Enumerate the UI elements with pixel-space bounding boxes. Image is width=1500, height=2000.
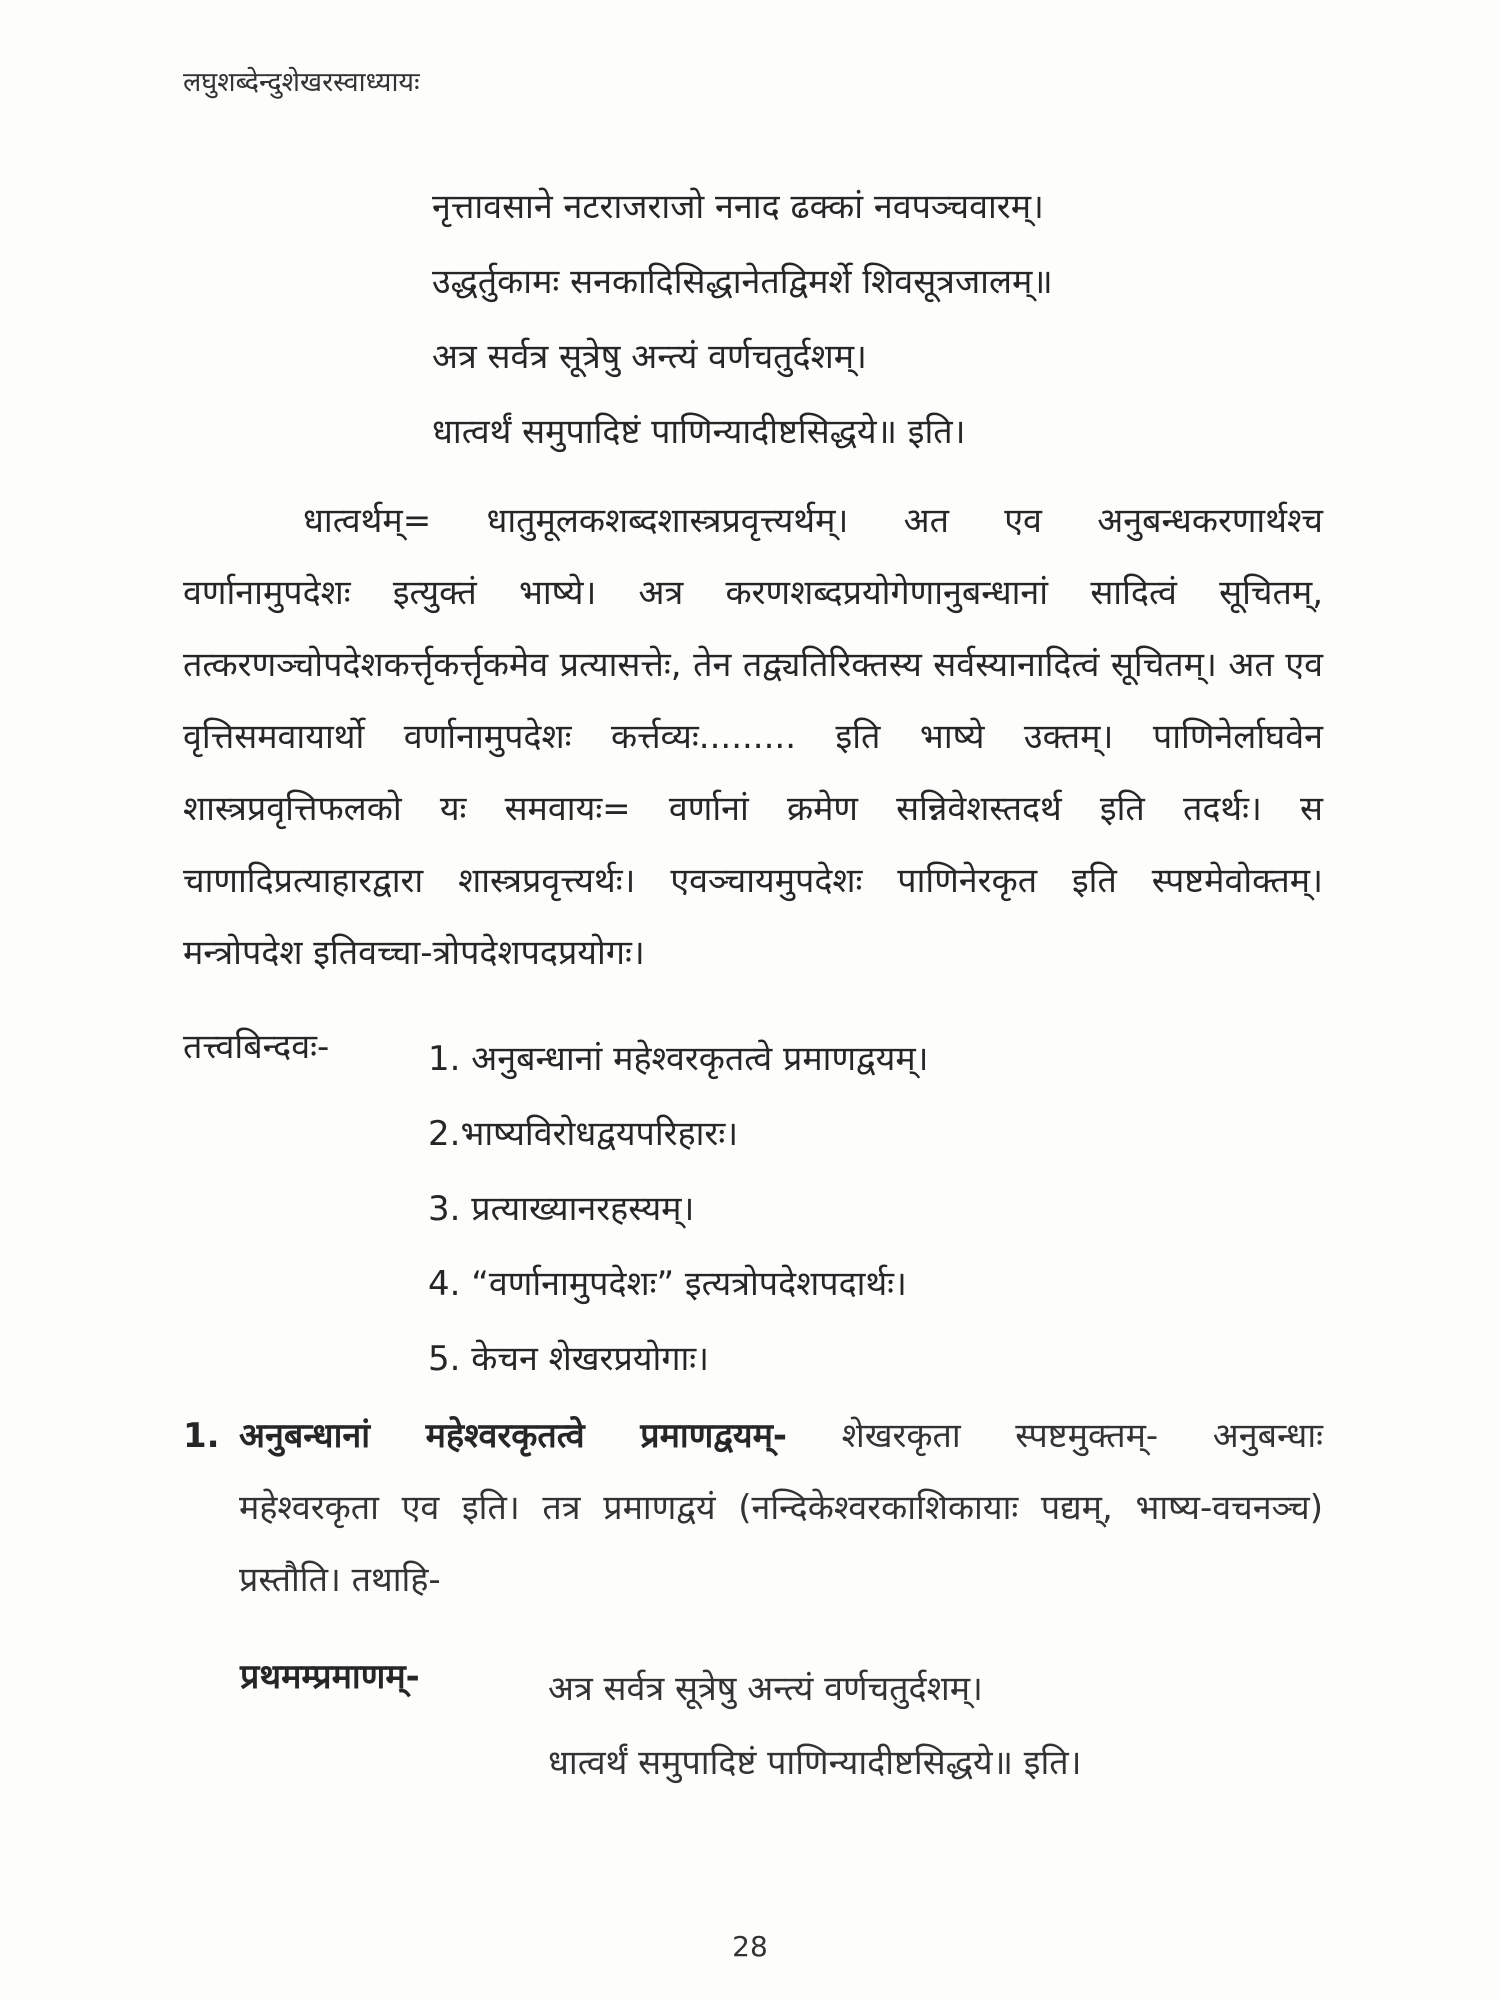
pramana-label: प्रथमम्प्रमाणम्- — [240, 1657, 420, 1697]
verse-line: उद्धर्तुकामः सनकादिसिद्धानेतद्विमर्शे शिवसूत्रजालम्॥ — [432, 262, 1053, 302]
section-1-first-line — [183, 1400, 1323, 1472]
page-number: 28 — [732, 1930, 768, 1963]
point-item: 5. केचन शेखरप्रयोगाः। — [428, 1339, 710, 1379]
pramana-line: धात्वर्थं समुपादिष्टं पाणिन्यादीष्टसिद्धये॥ इति। — [548, 1743, 1082, 1783]
section-first-line-text: शेखरकृता स्पष्टमुक्तम्- अनुबन्धाः — [841, 1416, 1323, 1456]
paragraph-text: धात्वर्थम्= धातुमूलकशब्दशास्त्रप्रवृत्त्यर्थम्। अत एव अनुबन्धकरणार्थश्च वर्णानामुपदेशः इत्युक्तं भाष्ये। अत्र करणशब्दप्रयोगेणानुबन्धानां सादित्वं सूचितम्, तत्करणञ्चोपदेशकर्त्तृकर्त्तृकमेव प्रत्यासत्तेः, तेन तद्व्यतिरिक्तस्य सर्वस्यानादित्वं सूचितम्। अत एव वृत्तिसमवायार्थो वर्णानामुपदेशः कर्त्तव्यः......... इति भाष्ये उक्तम्। पाणिनेर्लाघवेन शास्त्रप्रवृत्तिफलको यः समवायः= वर्णानां क्रमेण सन्निवेशस्तदर्थ इति तदर्थः। स चाणादिप्रत्याहारद्वारा शास्त्रप्रवृत्त्यर्थः। एवञ्चायमुपदेशः पाणिनेरकृत इति स्पष्टमेवोक्तम्। मन्त्रोपदेश इतिवच्चा-त्रोपदेशपदप्रयोगः। — [183, 501, 1323, 973]
section-1 — [183, 1400, 1323, 1616]
verse-line: धात्वर्थं समुपादिष्टं पाणिन्यादीष्टसिद्धये॥ इति। — [432, 412, 966, 452]
point-item: 2.भाष्यविरोधद्वयपरिहारः। — [428, 1114, 739, 1154]
points-list — [428, 1022, 929, 1397]
commentary-paragraph — [183, 485, 1323, 989]
section-number: 1. — [183, 1416, 220, 1456]
verse-line: नृत्तावसाने नटराजराजो ननाद ढक्कां नवपञ्चवारम्। — [432, 187, 1044, 227]
pramana-verse — [548, 1652, 1082, 1800]
point-item: 3. प्रत्याख्यानरहस्यम्। — [428, 1189, 695, 1229]
point-item: 1. अनुबन्धानां महेश्वरकृतत्वे प्रमाणद्वयम्। — [428, 1039, 929, 1079]
point-item: 4. “वर्णानामुपदेशः” इत्यत्रोपदेशपदार्थः। — [428, 1264, 907, 1304]
section-heading: अनुबन्धानां महेश्वरकृतत्वे प्रमाणद्वयम्- — [239, 1416, 788, 1456]
running-head: लघुशब्देन्दुशेखरस्वाध्यायः — [183, 67, 420, 98]
pramana-line: अत्र सर्वत्र सूत्रेषु अन्त्यं वर्णचतुर्दशम्। — [548, 1669, 983, 1709]
opening-verse — [432, 170, 1053, 470]
points-label: तत्त्वबिन्दवः- — [183, 1027, 330, 1067]
verse-line: अत्र सर्वत्र सूत्रेषु अन्त्यं वर्णचतुर्दशम्। — [432, 337, 867, 377]
section-1-body: महेश्वरकृता एव इति। तत्र प्रमाणद्वयं (नन्दिकेश्वरकाशिकायाः पद्यम्, भाष्य-वचनञ्च) प्रस्तौति। तथाहि- — [239, 1488, 1323, 1600]
